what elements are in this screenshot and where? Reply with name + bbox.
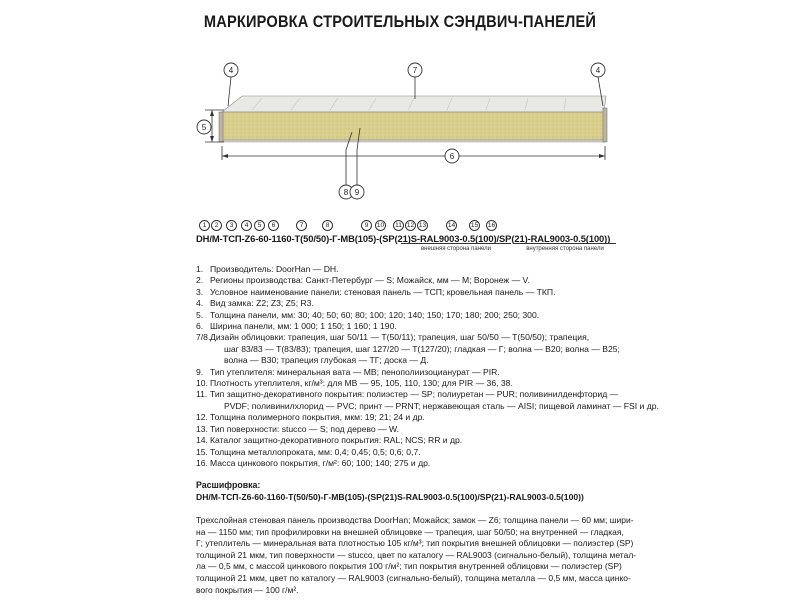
legend-item-number: 12. [196,412,208,423]
decode-line: ла — 0,5 мм, с массой цинкового покрытия 100 г/м²; тип покрытия внутренней облицовки — полиэстер (SP) [196,561,622,572]
panel-diagram [0,0,800,215]
legend-item-number: 1. [196,264,204,274]
panel-core [222,112,604,140]
right-lock [603,108,607,142]
legend-item-number: 11. [196,389,208,400]
legend-item-number: 15. [196,446,208,457]
legend-item-number: 7/8. [196,332,211,343]
legend-item-text: Толщина панели, мм: 30; 40; 50; 60; 80; 100; 120; 140; 150; 170; 180; 200; 250; 300. [210,309,540,320]
callout-4-left: 4 [228,66,234,75]
legend-item [196,310,616,321]
page-title: МАРКИРОВКА СТРОИТЕЛЬНЫХ СЭНДВИЧ-ПАНЕЛЕЙ [203,12,597,31]
legend-item-number: 14. [196,435,208,446]
callout-9: 9 [354,188,360,197]
code-num-11: 11 [393,220,404,231]
code-num-8: 8 [322,220,333,231]
inner-side-label: внутренняя сторона панели [526,246,604,252]
legend-item-text: Ширина панели, мм: 1 000; 1 150; 1 160; 1 190. [210,321,397,332]
legend-item-number: 9. [196,366,204,377]
decode-paragraph [196,515,637,596]
legend-item [196,275,616,286]
decode-line: вого покрытия — 100 г/м². [196,584,299,595]
legend-item [196,378,616,389]
legend-item-text: Производитель: DoorHan — DH. [210,264,339,274]
legend-item-number: 2. [196,275,204,286]
legend-item-text: Регионы производства: Санкт-Петербург — S; Можайск, мм — M; Воронеж — V. [210,275,530,286]
code-num-5: 5 [254,220,265,231]
legend-item-text: Дизайн облицовки: трапеция, шаг 50/11 — T(50/11); трапеция, шаг 50/50 — T(50/50); трапеция, [210,332,590,343]
legend-item-number: 5. [196,309,204,320]
legend-item-text: Тип защитно-декоративного покрытия: полиэстер — SP; полиуретан — PUR; поливинилденфторид — [210,389,619,400]
callout-8: 8 [343,188,349,197]
legend-item [196,389,619,400]
code-num-1: 1 [199,220,210,231]
outer-side-bracket [401,243,511,244]
code-num-9: 9 [361,220,372,231]
code-num-13: 13 [418,222,427,229]
legend-item-number: 4. [196,298,204,309]
legend-list [196,264,659,469]
legend-item-number: 3. [196,286,204,297]
legend-item-text: PVDF; поливинилхлорид — PVC; принт — PRNT; нержавеющая сталь — AISI; пищевой ламинат — FSI и др. [224,400,659,411]
legend-item [196,332,616,343]
legend-item-text: Каталог защитно-декоративного покрытия: RAL; NCS; RR и др. [210,435,463,446]
legend-item-text: Толщина металлопроката, мм: 0,4; 0,45; 0,5; 0,6; 0,7. [210,446,421,457]
legend-item-text: Толщина полимерного покрытия, мкм: 19; 21; 24 и др. [210,412,425,423]
legend-item-number: 13. [196,423,208,434]
legend-item-number: 10. [196,378,208,389]
code-num-14: 14 [447,222,456,229]
callout-5: 5 [201,123,207,132]
decode-line: Г; утеплитель — минеральная вата плотностью 105 кг/м³; тип покрытия внешней облицовки — полиэстер (SP) [196,538,634,549]
legend-item [196,458,616,469]
callout-4-right: 4 [595,66,601,75]
inner-side-bracket [514,243,616,244]
legend-item-text: волна — B30; трапеция глубокая — TГ; доска — Д. [224,355,429,366]
code-num-10: 10 [376,222,385,229]
callout-7: 7 [412,66,418,75]
legend-item [196,412,616,423]
legend-item [196,298,616,309]
code-num-16: 16 [487,222,496,229]
decode-line: толщиной 21 мкм, тип поверхности — stucco, цвет по каталогу — RAL9003 (сигнально-белый), толщина метал- [196,549,637,560]
code-num-15: 15 [470,222,479,229]
legend-item-number: 16. [196,457,208,468]
decode-heading: Расшифровка: [196,480,261,490]
legend-item-text: Плотность утеплителя, кг/м³: для МВ — 95, 105, 110, 130; для PIR — 36, 38. [210,378,513,389]
code-num-2: 2 [211,220,222,231]
legend-item-text: Масса цинкового покрытия, г/м²: 60; 100; 140; 275 и др. [210,457,431,468]
outer-side-label: внешняя сторона панели [420,246,492,252]
legend-item [196,435,616,446]
code-num-12: 12 [406,222,415,229]
legend-item [196,264,616,275]
legend-item [196,400,659,412]
code-num-3: 3 [226,220,237,231]
legend-item-text: Вид замка: Z2; Z3; Z5; R3. [210,298,314,309]
legend-item-text: Тип поверхности: stucco — S; под дерево — W. [210,423,400,434]
code-num-4: 4 [241,220,252,231]
code-num-6: 6 [268,220,279,231]
decode-code: DH/M-ТСП-Z6-60-1160-T(50/50)-Г-МВ(105)-(SP(21)S-RAL9003-0.5(100)/SP(21)-RAL9003-0.5(100)) [196,492,584,502]
panel-bottom-skin [222,140,604,142]
legend-item [196,355,616,366]
legend-item-text: Условное наименование панели: стеновая панель — ТСП; кровельная панель — ТКП. [210,286,556,297]
left-lock [219,112,223,142]
legend-item-number: 6. [196,321,204,332]
legend-item-text: шаг 83/83 — T(83/83); трапеция, шаг 127/20 — T(127/20); гладкая — Г; волна — B20; волна — B25; [224,343,620,354]
decode-line: на — 1150 мм; тип профилировки на внешней облицовке — трапеция, шаг 50/50; на внутренней — гладкая, [196,526,624,537]
legend-item-text: Тип утеплителя: минеральная вата — МВ; пенополиизоцианурат — PIR. [210,366,500,377]
code-num-7: 7 [296,220,307,231]
decode-line: толщиной 21 мкм, цвет по каталогу — RAL9003 (сигнально-белый), толщина металла — 0,5 мм, масса цинко- [196,572,631,583]
callout-6: 6 [449,152,455,161]
legend-item [196,367,616,378]
marking-code: DH/M-ТСП-Z6-60-1160-T(50/50)-Г-МВ(105)-(SP(21)S-RAL9003-0.5(100)/SP(21)-RAL9003-0.5(100)) [196,233,611,244]
legend-item [196,287,616,298]
decode-line: Трехслойная стеновая панель производства DoorHan; Можайск; замок — Z6; толщина панели — 60 мм; шири- [196,515,634,525]
legend-item [196,447,616,458]
legend-item [196,321,616,332]
legend-item [196,424,616,435]
legend-item [196,343,620,355]
